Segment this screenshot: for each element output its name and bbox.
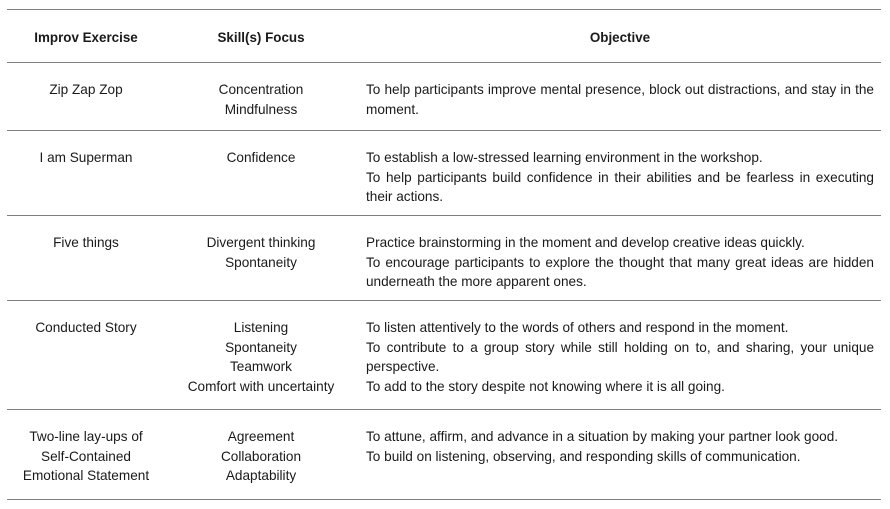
exercise-name: Emotional Statement [22, 468, 150, 483]
skills-cell [167, 148, 355, 168]
objective-text: To help participants improve mental presence, block out distractions, and stay in the moment. [366, 82, 874, 117]
objective-text: Practice brainstorming in the moment and develop creative ideas quickly. [366, 235, 805, 250]
objective-text: To encourage participants to explore the thought that many great ideas are hidden underneath the more apparent ones. [366, 254, 874, 289]
objective-text: To build on listening, observing, and responding skills of communication. [366, 448, 801, 464]
header-improv-exercise: Improv Exercise [34, 30, 138, 45]
objective-cell [366, 427, 874, 466]
skills-cell [167, 318, 355, 396]
skills-cell [167, 233, 355, 272]
skill-item: Spontaneity [225, 339, 297, 355]
exercise-cell [7, 427, 165, 486]
table-bottom-rule [7, 499, 881, 500]
objective-text: To attune, affirm, and advance in a situation by making your partner look good. [366, 429, 839, 444]
objective-text: To establish a low-stressed learning environment in the workshop. [366, 150, 763, 165]
header-objective: Objective [589, 30, 651, 45]
skills-cell [167, 427, 355, 486]
skill-item: Collaboration [220, 448, 302, 464]
row-rule [7, 300, 881, 301]
exercise-cell [7, 80, 165, 100]
skill-item: Agreement [227, 429, 295, 444]
exercise-name: Five things [53, 235, 119, 250]
objective-text: To add to the story despite not knowing where it is all going. [366, 378, 725, 394]
objective-cell [366, 148, 874, 207]
skill-item: Spontaneity [225, 254, 297, 270]
exercise-name: Self-Contained [41, 448, 131, 464]
exercise-cell [7, 233, 165, 253]
exercise-cell [7, 148, 165, 168]
row-rule [7, 130, 881, 131]
table-top-rule [7, 9, 881, 10]
header-skills-focus: Skill(s) Focus [217, 30, 305, 45]
skill-item: Concentration [218, 82, 304, 97]
exercise-cell [7, 318, 165, 338]
objective-cell [366, 80, 874, 119]
row-rule [7, 215, 881, 216]
skill-item: Adaptability [225, 468, 297, 483]
exercise-name: Two-line lay-ups of [29, 429, 143, 444]
exercise-name: Conducted Story [35, 320, 137, 335]
exercise-name: I am Superman [39, 150, 133, 165]
objective-text: To help participants build confidence in their abilities and be fearless in executing their actions. [366, 169, 874, 204]
skill-item: Divergent thinking [206, 235, 316, 250]
skills-cell [167, 80, 355, 119]
skill-item: Confidence [226, 150, 296, 165]
objective-cell [366, 233, 874, 292]
objective-text: To listen attentively to the words of others and respond in the moment. [366, 320, 789, 335]
exercise-name: Zip Zap Zop [49, 82, 123, 97]
header-rule [7, 62, 881, 63]
skill-item: Teamwork [230, 359, 292, 374]
row-rule [7, 409, 881, 410]
skill-item: Comfort with uncertainty [187, 378, 335, 394]
skill-item: Mindfulness [224, 101, 298, 117]
objective-text: To contribute to a group story while still holding on to, and sharing, your unique perspective. [366, 339, 874, 374]
objective-cell [366, 318, 874, 396]
skill-item: Listening [233, 320, 289, 335]
